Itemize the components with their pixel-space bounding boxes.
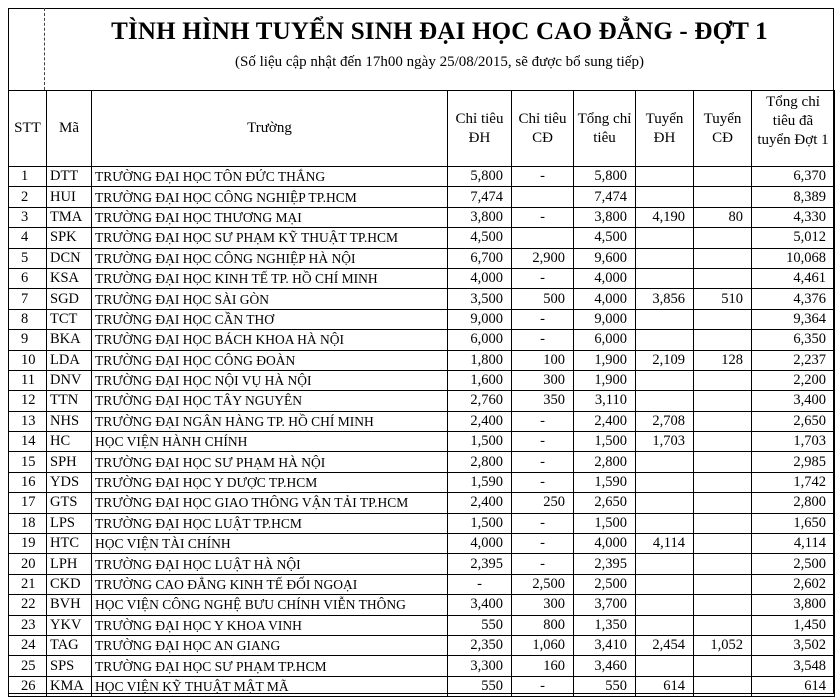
table-row — [9, 676, 835, 696]
cell-tuyen-dh — [636, 248, 694, 268]
table-row — [9, 248, 835, 268]
cell-tong-da-tuyen: 4,330 — [752, 207, 835, 227]
cell-tuyen-dh — [636, 595, 694, 615]
cell-chi-tieu-cd: 500 — [512, 289, 574, 309]
table-row — [9, 391, 835, 411]
cell-tong-da-tuyen: 6,370 — [752, 167, 835, 187]
cell-tuyen-dh: 2,454 — [636, 635, 694, 655]
cell-tong-da-tuyen: 3,548 — [752, 656, 835, 676]
cell-ma: BKA — [47, 330, 92, 350]
cell-chi-tieu-cd: - — [512, 513, 574, 533]
header-tong-da-tuyen: Tổng chỉ tiêu đã tuyển Đợt 1 — [752, 91, 835, 167]
cell-chi-tieu-dh: 2,400 — [448, 411, 512, 431]
cell-chi-tieu-dh: 5,800 — [448, 167, 512, 187]
cell-chi-tieu-dh: 7,474 — [448, 187, 512, 207]
cell-tuyen-dh — [636, 309, 694, 329]
cell-stt: 4 — [9, 228, 47, 248]
cell-tuyen-dh — [636, 615, 694, 635]
cell-ma: HC — [47, 432, 92, 452]
cell-chi-tieu-cd: - — [512, 309, 574, 329]
cell-chi-tieu-dh: 2,350 — [448, 635, 512, 655]
cell-tong-chi-tieu: 1,500 — [574, 513, 636, 533]
cell-tong-da-tuyen: 2,800 — [752, 493, 835, 513]
cell-ma: LPH — [47, 554, 92, 574]
header-ma: Mã — [47, 91, 92, 167]
cell-tong-chi-tieu: 9,600 — [574, 248, 636, 268]
cell-tong-da-tuyen: 3,400 — [752, 391, 835, 411]
cell-tuyen-dh — [636, 574, 694, 594]
cell-tong-chi-tieu: 550 — [574, 676, 636, 696]
cell-chi-tieu-dh: 2,800 — [448, 452, 512, 472]
cell-chi-tieu-cd: 100 — [512, 350, 574, 370]
page-title: TÌNH HÌNH TUYỂN SINH ĐẠI HỌC CAO ĐẲNG - ĐỢT 1 — [111, 18, 768, 45]
cell-tong-chi-tieu: 4,000 — [574, 289, 636, 309]
table-row — [9, 309, 835, 329]
cell-tuyen-dh — [636, 554, 694, 574]
cell-tong-da-tuyen: 614 — [752, 676, 835, 696]
table-row — [9, 595, 835, 615]
cell-truong: TRƯỜNG ĐẠI HỌC AN GIANG — [92, 635, 448, 655]
cell-tong-da-tuyen: 4,114 — [752, 534, 835, 554]
cell-ma: DTT — [47, 167, 92, 187]
cell-ma: YDS — [47, 472, 92, 492]
cell-truong: TRƯỜNG ĐẠI HỌC THƯƠNG MẠI — [92, 207, 448, 227]
cell-tong-chi-tieu: 1,500 — [574, 432, 636, 452]
cell-ma: CKD — [47, 574, 92, 594]
cell-truong: TRƯỜNG ĐẠI HỌC NỘI VỤ HÀ NỘI — [92, 370, 448, 390]
cell-tuyen-dh: 2,109 — [636, 350, 694, 370]
cell-chi-tieu-dh: 550 — [448, 615, 512, 635]
cell-truong: HỌC VIỆN KỸ THUẬT MẬT MÃ — [92, 676, 448, 696]
cell-tong-chi-tieu: 3,110 — [574, 391, 636, 411]
cell-tong-chi-tieu: 2,650 — [574, 493, 636, 513]
cell-ma: KSA — [47, 268, 92, 288]
cell-tuyen-cd — [694, 432, 752, 452]
cell-tong-da-tuyen: 9,364 — [752, 309, 835, 329]
cell-tuyen-cd — [694, 309, 752, 329]
cell-tuyen-dh: 614 — [636, 676, 694, 696]
cell-chi-tieu-cd: 300 — [512, 370, 574, 390]
cell-ma: TTN — [47, 391, 92, 411]
cell-truong: HỌC VIỆN TÀI CHÍNH — [92, 534, 448, 554]
header-tong-chi-tieu: Tổng chỉ tiêu — [574, 91, 636, 167]
cell-tuyen-cd — [694, 513, 752, 533]
cell-stt: 8 — [9, 309, 47, 329]
cell-stt: 13 — [9, 411, 47, 431]
cell-stt: 6 — [9, 268, 47, 288]
cell-tuyen-cd — [694, 676, 752, 696]
cell-ma: GTS — [47, 493, 92, 513]
header-tuyen-dh: Tuyển ĐH — [636, 91, 694, 167]
cell-chi-tieu-dh: 1,500 — [448, 513, 512, 533]
cell-truong: TRƯỜNG ĐẠI HỌC SƯ PHẠM KỸ THUẬT TP.HCM — [92, 228, 448, 248]
cell-tong-chi-tieu: 2,800 — [574, 452, 636, 472]
cell-stt: 12 — [9, 391, 47, 411]
table-row — [9, 615, 835, 635]
cell-tuyen-cd — [694, 167, 752, 187]
cell-tong-da-tuyen: 2,650 — [752, 411, 835, 431]
cell-chi-tieu-dh: 9,000 — [448, 309, 512, 329]
cell-truong: TRƯỜNG ĐẠI NGÂN HÀNG TP. HỒ CHÍ MINH — [92, 411, 448, 431]
cell-tuyen-cd — [694, 248, 752, 268]
cell-tong-da-tuyen: 4,376 — [752, 289, 835, 309]
table-row — [9, 187, 835, 207]
cell-tong-chi-tieu: 4,000 — [574, 534, 636, 554]
cell-stt: 22 — [9, 595, 47, 615]
cell-chi-tieu-cd: - — [512, 207, 574, 227]
cell-stt: 11 — [9, 370, 47, 390]
admissions-table — [8, 90, 835, 697]
table-row — [9, 330, 835, 350]
cell-chi-tieu-cd: - — [512, 167, 574, 187]
cell-stt: 9 — [9, 330, 47, 350]
cell-tong-chi-tieu: 5,800 — [574, 167, 636, 187]
cell-tong-da-tuyen: 2,985 — [752, 452, 835, 472]
cell-ma: DNV — [47, 370, 92, 390]
table-row — [9, 268, 835, 288]
cell-ma: LPS — [47, 513, 92, 533]
cell-chi-tieu-cd — [512, 187, 574, 207]
cell-tong-chi-tieu: 3,460 — [574, 656, 636, 676]
cell-stt: 25 — [9, 656, 47, 676]
cell-tong-chi-tieu: 1,900 — [574, 350, 636, 370]
cell-chi-tieu-dh: 1,590 — [448, 472, 512, 492]
cell-stt: 26 — [9, 676, 47, 696]
cell-truong: TRƯỜNG ĐẠI HỌC KINH TẾ TP. HỒ CHÍ MINH — [92, 268, 448, 288]
cell-chi-tieu-dh: 3,800 — [448, 207, 512, 227]
header-chi-tieu-dh: Chỉ tiêu ĐH — [448, 91, 512, 167]
cell-tong-da-tuyen: 2,200 — [752, 370, 835, 390]
cell-stt: 2 — [9, 187, 47, 207]
cell-chi-tieu-dh: 550 — [448, 676, 512, 696]
table-row — [9, 452, 835, 472]
cell-tuyen-dh — [636, 187, 694, 207]
cell-tuyen-dh — [636, 493, 694, 513]
page-subtitle: (Số liệu cập nhật đến 17h00 ngày 25/08/2015, sẽ được bổ sung tiếp) — [235, 54, 644, 70]
cell-ma: SPS — [47, 656, 92, 676]
cell-truong: TRƯỜNG ĐẠI HỌC Y KHOA VINH — [92, 615, 448, 635]
cell-tuyen-dh: 4,190 — [636, 207, 694, 227]
cell-tuyen-dh: 4,114 — [636, 534, 694, 554]
header-tuyen-cd: Tuyển CĐ — [694, 91, 752, 167]
cell-truong: TRƯỜNG ĐẠI HỌC SƯ PHẠM HÀ NỘI — [92, 452, 448, 472]
cell-tong-da-tuyen: 5,012 — [752, 228, 835, 248]
cell-stt: 20 — [9, 554, 47, 574]
cell-tong-da-tuyen: 4,461 — [752, 268, 835, 288]
cell-tong-chi-tieu: 3,700 — [574, 595, 636, 615]
cell-tuyen-dh — [636, 656, 694, 676]
cell-stt: 21 — [9, 574, 47, 594]
cell-tuyen-dh: 2,708 — [636, 411, 694, 431]
cell-chi-tieu-cd: 1,060 — [512, 635, 574, 655]
cell-tong-chi-tieu: 3,410 — [574, 635, 636, 655]
cell-stt: 24 — [9, 635, 47, 655]
cell-chi-tieu-dh: 6,700 — [448, 248, 512, 268]
cell-chi-tieu-cd: - — [512, 432, 574, 452]
cell-tong-chi-tieu: 7,474 — [574, 187, 636, 207]
cell-tuyen-dh — [636, 330, 694, 350]
cell-stt: 14 — [9, 432, 47, 452]
cell-tong-da-tuyen: 1,450 — [752, 615, 835, 635]
cell-ma: LDA — [47, 350, 92, 370]
cell-chi-tieu-dh: 1,500 — [448, 432, 512, 452]
cell-tuyen-cd: 80 — [694, 207, 752, 227]
cell-tuyen-cd — [694, 411, 752, 431]
cell-truong: TRƯỜNG ĐẠI HỌC CẦN THƠ — [92, 309, 448, 329]
cell-ma: NHS — [47, 411, 92, 431]
cell-ma: SPK — [47, 228, 92, 248]
cell-tuyen-dh — [636, 268, 694, 288]
cell-tong-chi-tieu: 4,500 — [574, 228, 636, 248]
cell-tong-da-tuyen: 1,650 — [752, 513, 835, 533]
cell-stt: 17 — [9, 493, 47, 513]
cell-truong: TRƯỜNG ĐẠI HỌC CÔNG NGHIỆP TP.HCM — [92, 187, 448, 207]
cell-chi-tieu-dh: 2,760 — [448, 391, 512, 411]
cell-chi-tieu-cd — [512, 228, 574, 248]
table-row — [9, 513, 835, 533]
cell-tuyen-cd — [694, 472, 752, 492]
cell-ma: SGD — [47, 289, 92, 309]
cell-stt: 5 — [9, 248, 47, 268]
table-row — [9, 167, 835, 187]
table-row — [9, 411, 835, 431]
cell-tong-chi-tieu: 6,000 — [574, 330, 636, 350]
table-row — [9, 207, 835, 227]
cell-chi-tieu-dh: 3,300 — [448, 656, 512, 676]
cell-truong: TRƯỜNG ĐẠI HỌC SƯ PHẠM TP.HCM — [92, 656, 448, 676]
cell-tuyen-cd — [694, 452, 752, 472]
cell-tong-da-tuyen: 2,237 — [752, 350, 835, 370]
cell-chi-tieu-cd: - — [512, 676, 574, 696]
cell-tuyen-cd — [694, 391, 752, 411]
cell-truong: TRƯỜNG ĐẠI HỌC Y DƯỢC TP.HCM — [92, 472, 448, 492]
cell-chi-tieu-cd: - — [512, 452, 574, 472]
cell-tuyen-dh — [636, 452, 694, 472]
cell-tuyen-dh — [636, 167, 694, 187]
cell-ma: BVH — [47, 595, 92, 615]
cell-tuyen-cd: 1,052 — [694, 635, 752, 655]
cell-tuyen-cd — [694, 228, 752, 248]
table-row — [9, 228, 835, 248]
cell-chi-tieu-cd: - — [512, 472, 574, 492]
cell-chi-tieu-dh: 2,400 — [448, 493, 512, 513]
cell-tuyen-dh — [636, 228, 694, 248]
cell-chi-tieu-cd: 2,900 — [512, 248, 574, 268]
cell-tong-chi-tieu: 1,590 — [574, 472, 636, 492]
cell-truong: TRƯỜNG CAO ĐẲNG KINH TẾ ĐỐI NGOẠI — [92, 574, 448, 594]
cell-truong: TRƯỜNG ĐẠI HỌC CÔNG NGHIỆP HÀ NỘI — [92, 248, 448, 268]
table-row — [9, 635, 835, 655]
cell-ma: TMA — [47, 207, 92, 227]
cell-truong: TRƯỜNG ĐẠI HỌC TÔN ĐỨC THẮNG — [92, 167, 448, 187]
header-stt: STT — [9, 91, 47, 167]
cell-tong-chi-tieu: 2,500 — [574, 574, 636, 594]
cell-truong: TRƯỜNG ĐẠI HỌC TÂY NGUYÊN — [92, 391, 448, 411]
cell-chi-tieu-cd: 300 — [512, 595, 574, 615]
cell-chi-tieu-dh: 4,000 — [448, 534, 512, 554]
cell-tuyen-cd — [694, 656, 752, 676]
cell-stt: 15 — [9, 452, 47, 472]
cell-chi-tieu-dh: 2,395 — [448, 554, 512, 574]
cell-stt: 10 — [9, 350, 47, 370]
cell-tuyen-dh: 1,703 — [636, 432, 694, 452]
cell-chi-tieu-dh: 1,600 — [448, 370, 512, 390]
cell-tuyen-cd — [694, 554, 752, 574]
cell-tuyen-dh — [636, 391, 694, 411]
table-header-row — [9, 91, 835, 167]
cell-chi-tieu-dh: 4,000 — [448, 268, 512, 288]
cell-stt: 3 — [9, 207, 47, 227]
cell-chi-tieu-cd: - — [512, 411, 574, 431]
header-truong: Trường — [92, 91, 448, 167]
cell-tong-chi-tieu: 3,800 — [574, 207, 636, 227]
cell-tong-da-tuyen: 10,068 — [752, 248, 835, 268]
cell-tong-da-tuyen: 3,502 — [752, 635, 835, 655]
cell-chi-tieu-cd: 350 — [512, 391, 574, 411]
cell-stt: 18 — [9, 513, 47, 533]
cell-tuyen-cd — [694, 187, 752, 207]
cell-tong-chi-tieu: 9,000 — [574, 309, 636, 329]
table-row — [9, 534, 835, 554]
cell-tuyen-cd — [694, 534, 752, 554]
cell-stt: 7 — [9, 289, 47, 309]
cell-tuyen-cd: 510 — [694, 289, 752, 309]
cell-truong: TRƯỜNG ĐẠI HỌC LUẬT HÀ NỘI — [92, 554, 448, 574]
cell-chi-tieu-cd: - — [512, 554, 574, 574]
cell-truong: TRƯỜNG ĐẠI HỌC SÀI GÒN — [92, 289, 448, 309]
cell-tong-da-tuyen: 3,800 — [752, 595, 835, 615]
cell-ma: YKV — [47, 615, 92, 635]
cell-truong: HỌC VIỆN HÀNH CHÍNH — [92, 432, 448, 452]
cell-truong: HỌC VIỆN CÔNG NGHỆ BƯU CHÍNH VIỄN THÔNG — [92, 595, 448, 615]
cell-chi-tieu-dh: - — [448, 574, 512, 594]
cell-tuyen-cd — [694, 493, 752, 513]
cell-tuyen-dh: 3,856 — [636, 289, 694, 309]
cell-ma: SPH — [47, 452, 92, 472]
cell-truong: TRƯỜNG ĐẠI HỌC CÔNG ĐOÀN — [92, 350, 448, 370]
cell-tong-da-tuyen: 2,602 — [752, 574, 835, 594]
cell-ma: TCT — [47, 309, 92, 329]
cell-stt: 16 — [9, 472, 47, 492]
cell-tong-da-tuyen: 8,389 — [752, 187, 835, 207]
cell-tong-da-tuyen: 1,703 — [752, 432, 835, 452]
cell-stt: 19 — [9, 534, 47, 554]
cell-chi-tieu-dh: 1,800 — [448, 350, 512, 370]
cell-tuyen-cd — [694, 330, 752, 350]
cell-tuyen-cd — [694, 268, 752, 288]
cell-tuyen-dh — [636, 370, 694, 390]
table-row — [9, 289, 835, 309]
table-row — [9, 350, 835, 370]
table-row — [9, 370, 835, 390]
table-row — [9, 472, 835, 492]
cell-tong-chi-tieu: 4,000 — [574, 268, 636, 288]
cell-stt: 23 — [9, 615, 47, 635]
cell-tong-da-tuyen: 2,500 — [752, 554, 835, 574]
cell-chi-tieu-cd: 250 — [512, 493, 574, 513]
cell-ma: TAG — [47, 635, 92, 655]
cell-chi-tieu-cd: 160 — [512, 656, 574, 676]
cell-stt: 1 — [9, 167, 47, 187]
cell-chi-tieu-cd: 800 — [512, 615, 574, 635]
cell-chi-tieu-cd: 2,500 — [512, 574, 574, 594]
cell-truong: TRƯỜNG ĐẠI HỌC LUẬT TP.HCM — [92, 513, 448, 533]
cell-chi-tieu-dh: 6,000 — [448, 330, 512, 350]
table-row — [9, 554, 835, 574]
table-row — [9, 493, 835, 513]
cell-truong: TRƯỜNG ĐẠI HỌC GIAO THÔNG VẬN TẢI TP.HCM — [92, 493, 448, 513]
cell-tuyen-dh — [636, 472, 694, 492]
cell-chi-tieu-cd: - — [512, 534, 574, 554]
cell-tong-chi-tieu: 2,400 — [574, 411, 636, 431]
cell-chi-tieu-cd: - — [512, 330, 574, 350]
cell-tuyen-cd — [694, 574, 752, 594]
cell-ma: DCN — [47, 248, 92, 268]
cell-chi-tieu-dh: 4,500 — [448, 228, 512, 248]
cell-ma: HTC — [47, 534, 92, 554]
cell-ma: HUI — [47, 187, 92, 207]
cell-chi-tieu-dh: 3,400 — [448, 595, 512, 615]
table-row — [9, 656, 835, 676]
cell-tong-chi-tieu: 1,900 — [574, 370, 636, 390]
cell-chi-tieu-dh: 3,500 — [448, 289, 512, 309]
cell-chi-tieu-cd: - — [512, 268, 574, 288]
cell-tuyen-cd — [694, 370, 752, 390]
table-body — [9, 167, 835, 697]
cell-ma: KMA — [47, 676, 92, 696]
cell-tuyen-dh — [636, 513, 694, 533]
cell-tong-da-tuyen: 1,742 — [752, 472, 835, 492]
cell-tuyen-cd — [694, 615, 752, 635]
header-chi-tieu-cd: Chỉ tiêu CĐ — [512, 91, 574, 167]
cell-tong-da-tuyen: 6,350 — [752, 330, 835, 350]
cell-tong-chi-tieu: 2,395 — [574, 554, 636, 574]
cell-tong-chi-tieu: 1,350 — [574, 615, 636, 635]
cell-tuyen-cd: 128 — [694, 350, 752, 370]
cell-tuyen-cd — [694, 595, 752, 615]
table-row — [9, 432, 835, 452]
cell-truong: TRƯỜNG ĐẠI HỌC BÁCH KHOA HÀ NỘI — [92, 330, 448, 350]
table-row — [9, 574, 835, 594]
